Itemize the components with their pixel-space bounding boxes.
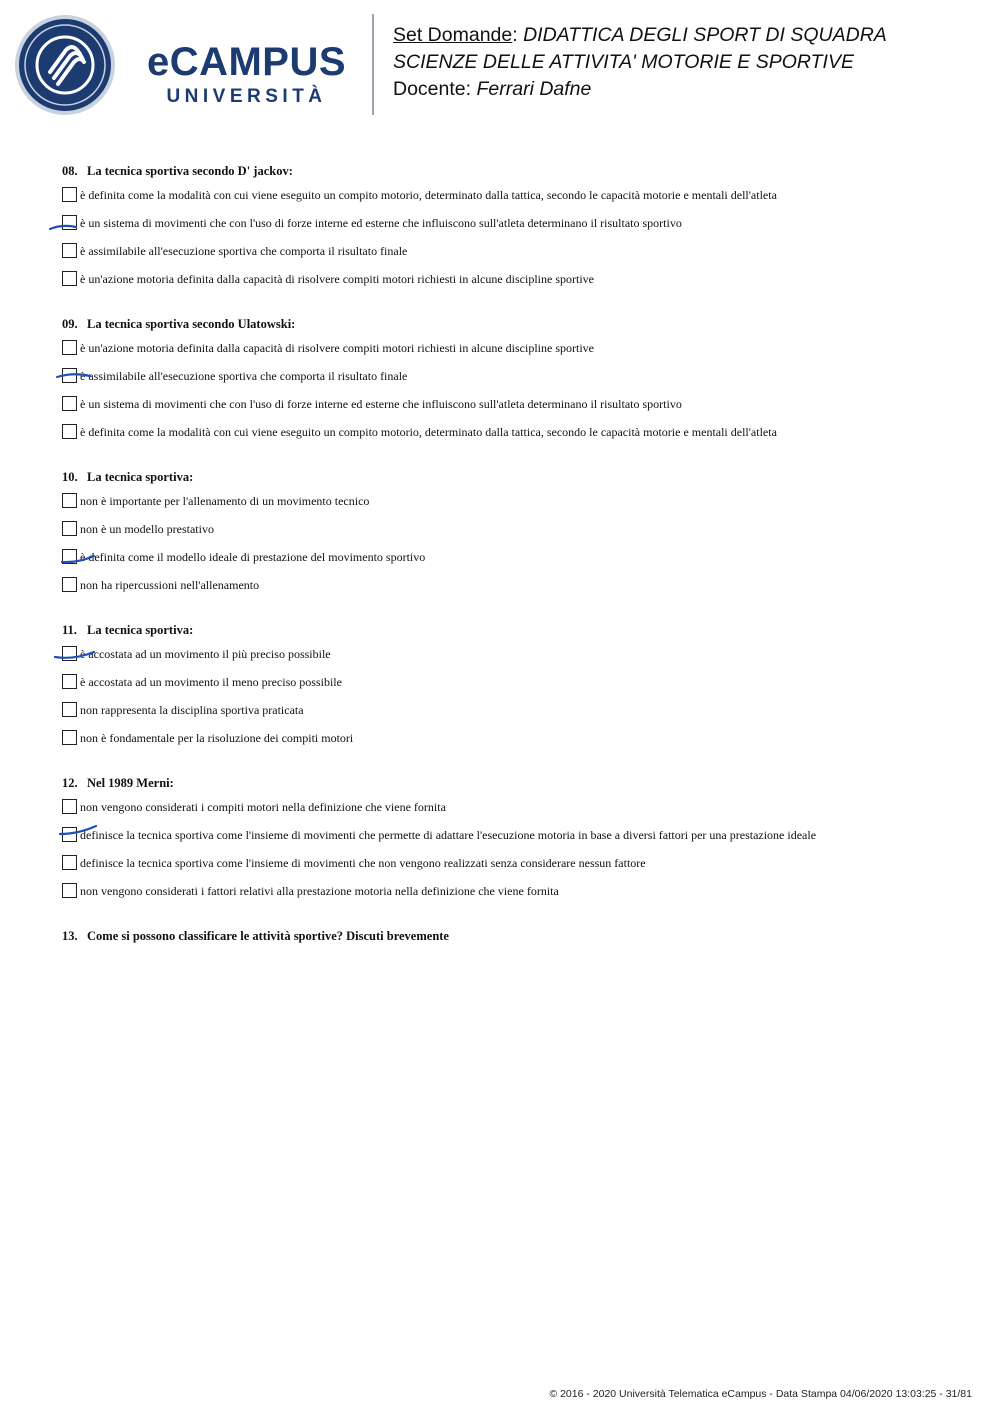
brand-subtitle: UNIVERSITÀ (166, 86, 327, 107)
answer-checkbox[interactable] (62, 730, 77, 745)
question-text: La tecnica sportiva: (87, 470, 194, 484)
question-number: 08. (62, 164, 78, 178)
answer-option[interactable] (62, 827, 962, 855)
question-number: 09. (62, 317, 78, 331)
answer-checkbox[interactable] (62, 215, 77, 230)
question-09 (62, 316, 962, 452)
answer-checkbox[interactable] (62, 549, 77, 564)
answer-option[interactable] (62, 883, 962, 911)
question-number: 12. (62, 776, 78, 790)
question-08 (62, 163, 962, 299)
question-12 (62, 775, 962, 911)
answer-text: è assimilabile all'esecuzione sportiva che comporta il risultato finale (80, 369, 408, 383)
answer-text: è definita come la modalità con cui viene eseguito un compito motorio, determinato dalla tattica, secondo le capacità motorie e mentali dell'atleta (80, 425, 777, 439)
answer-text: è definita come la modalità con cui viene eseguito un compito motorio, determinato dalla tattica, secondo le capacità motorie e mentali dell'atleta (80, 188, 777, 202)
header-course-line (393, 22, 993, 49)
answer-option[interactable] (62, 577, 962, 605)
question-text: La tecnica sportiva secondo D' jackov: (87, 164, 293, 178)
question-title (62, 622, 962, 638)
answer-option[interactable] (62, 368, 962, 396)
page-footer: © 2016 - 2020 Università Telematica eCampus - Data Stampa 04/06/2020 13:03:25 - 31/81 (549, 1388, 972, 1400)
answer-checkbox[interactable] (62, 646, 77, 661)
answer-text: è un sistema di movimenti che con l'uso di forze interne ed esterne che influiscono sull'atleta determinano il risultato sportivo (80, 397, 682, 411)
answer-checkbox[interactable] (62, 493, 77, 508)
question-text: La tecnica sportiva secondo Ulatowski: (87, 317, 296, 331)
answer-text: non vengono considerati i fattori relativi alla prestazione motoria nella definizione che viene fornita (80, 884, 559, 898)
header-divider (372, 14, 374, 115)
answer-option[interactable] (62, 674, 962, 702)
question-text: Come si possono classificare le attività sportive? Discuti brevemente (87, 929, 449, 943)
answer-option[interactable] (62, 549, 962, 577)
header-teacher-line (393, 76, 993, 103)
answer-option[interactable] (62, 730, 962, 758)
answer-text: definisce la tecnica sportiva come l'insieme di movimenti che non vengono realizzati senza considerare nessun fattore (80, 856, 646, 870)
answer-text: non è fondamentale per la risoluzione dei compiti motori (80, 731, 354, 745)
answer-option[interactable] (62, 187, 962, 215)
question-title (62, 928, 962, 944)
question-13 (62, 928, 962, 944)
question-title (62, 775, 962, 791)
answer-text: è un'azione motoria definita dalla capacità di risolvere compiti motori richiesti in alcune discipline sportive (80, 272, 594, 286)
answer-checkbox[interactable] (62, 883, 77, 898)
question-number: 11. (62, 623, 77, 637)
answer-option[interactable] (62, 646, 962, 674)
answer-option[interactable] (62, 424, 962, 452)
question-text: La tecnica sportiva: (87, 623, 194, 637)
question-text: Nel 1989 Merni: (87, 776, 174, 790)
answer-option[interactable] (62, 396, 962, 424)
set-separator: : (512, 24, 518, 46)
ecampus-logo (14, 14, 359, 116)
document-header (393, 22, 993, 103)
answer-checkbox[interactable] (62, 271, 77, 286)
answer-checkbox[interactable] (62, 368, 77, 383)
answer-checkbox[interactable] (62, 577, 77, 592)
teacher-label: Docente: (393, 78, 472, 100)
brand-name: eCAMPUS (146, 40, 347, 84)
course-title: DIDATTICA DEGLI SPORT DI SQUADRA (523, 24, 887, 46)
answer-checkbox[interactable] (62, 396, 77, 411)
answer-option[interactable] (62, 340, 962, 368)
degree-title: SCIENZE DELLE ATTIVITA' MOTORIE E SPORTIVE (393, 51, 854, 73)
answer-checkbox[interactable] (62, 702, 77, 717)
brand-wordmark (134, 42, 359, 108)
question-title (62, 316, 962, 332)
answer-option[interactable] (62, 521, 962, 549)
question-title (62, 469, 962, 485)
answer-checkbox[interactable] (62, 187, 77, 202)
question-number: 10. (62, 470, 78, 484)
answer-option[interactable] (62, 855, 962, 883)
question-11 (62, 622, 962, 758)
university-seal-icon (14, 14, 116, 116)
question-10 (62, 469, 962, 605)
answer-text: è un sistema di movimenti che con l'uso di forze interne ed esterne che influiscono sull'atleta determinano il risultato sportivo (80, 216, 682, 230)
answer-option[interactable] (62, 271, 962, 299)
answer-checkbox[interactable] (62, 424, 77, 439)
set-label: Set Domande (393, 24, 513, 46)
answer-option[interactable] (62, 702, 962, 730)
answer-option[interactable] (62, 493, 962, 521)
answer-text: è definita come il modello ideale di prestazione del movimento sportivo (80, 550, 426, 564)
answer-text: è accostata ad un movimento il meno preciso possibile (80, 675, 342, 689)
question-title (62, 163, 962, 179)
answer-text: non vengono considerati i compiti motori nella definizione che viene fornita (80, 800, 446, 814)
answer-checkbox[interactable] (62, 243, 77, 258)
answer-option[interactable] (62, 799, 962, 827)
answer-text: è un'azione motoria definita dalla capacità di risolvere compiti motori richiesti in alcune discipline sportive (80, 341, 594, 355)
answer-text: non è importante per l'allenamento di un movimento tecnico (80, 494, 370, 508)
answer-text: è accostata ad un movimento il più preciso possibile (80, 647, 331, 661)
answer-checkbox[interactable] (62, 674, 77, 689)
answer-text: non ha ripercussioni nell'allenamento (80, 578, 260, 592)
question-list (62, 163, 962, 961)
answer-text: non è un modello prestativo (80, 522, 214, 536)
answer-checkbox[interactable] (62, 827, 77, 842)
answer-checkbox[interactable] (62, 340, 77, 355)
answer-text: non rappresenta la disciplina sportiva praticata (80, 703, 304, 717)
answer-text: definisce la tecnica sportiva come l'insieme di movimenti che permette di adattare l'esecuzione motoria in base a diversi fattori per una prestazione ideale (80, 828, 817, 842)
answer-option[interactable] (62, 243, 962, 271)
answer-checkbox[interactable] (62, 855, 77, 870)
answer-text: è assimilabile all'esecuzione sportiva che comporta il risultato finale (80, 244, 408, 258)
answer-checkbox[interactable] (62, 799, 77, 814)
teacher-name: Ferrari Dafne (476, 78, 592, 100)
answer-option[interactable] (62, 215, 962, 243)
question-number: 13. (62, 929, 78, 943)
answer-checkbox[interactable] (62, 521, 77, 536)
